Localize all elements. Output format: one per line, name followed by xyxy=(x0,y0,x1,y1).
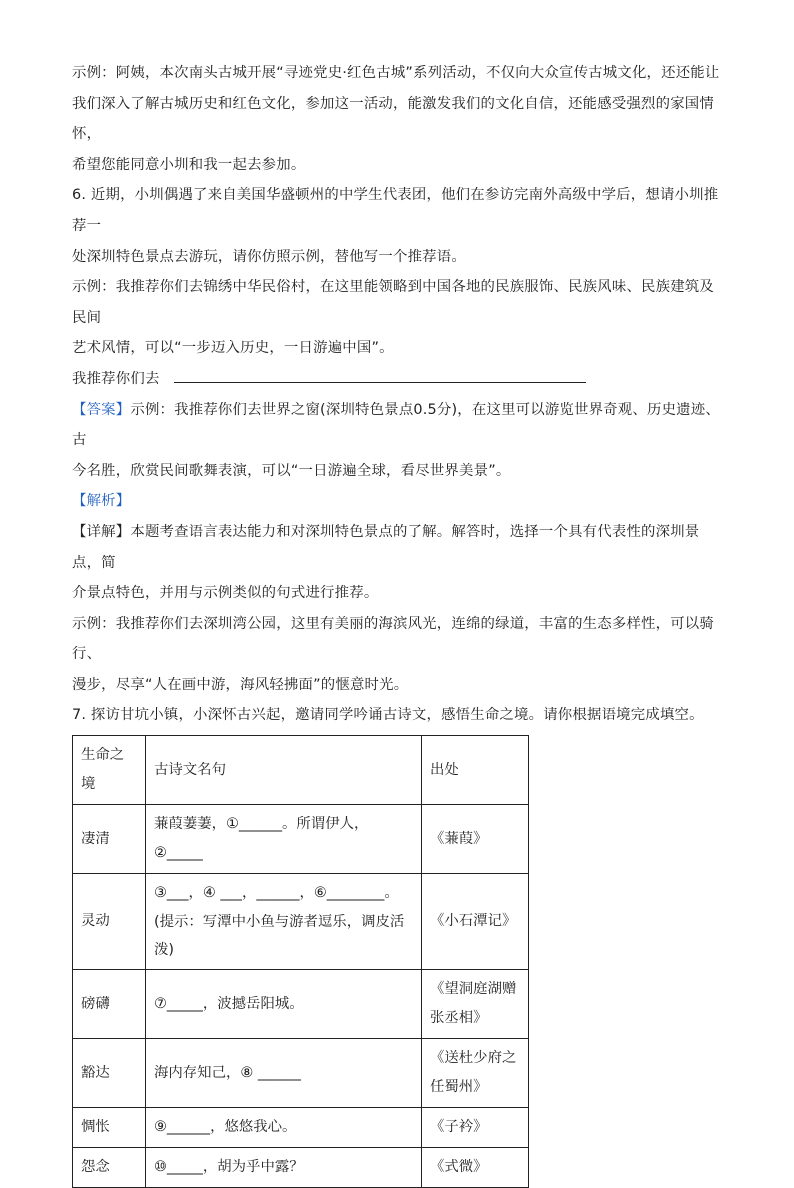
answer-line-2: 今名胜，欣赏民间歌舞表演，可以“一日游遍全球，看尽世界美景”。 xyxy=(72,462,511,479)
verse-text: ③___，④ ___，______，⑥________。 xyxy=(154,885,399,902)
q6-answer-prompt xyxy=(72,364,728,395)
source-cell: 《式微》 xyxy=(422,1148,529,1188)
intro-line-3: 希望您能同意小圳和我一起去参加。 xyxy=(72,156,306,173)
source-cell: 《送杜少府之任蜀州》 xyxy=(422,1039,529,1108)
q6-example-2: 艺术风情，可以“一步迈入历史，一日游遍中国”。 xyxy=(72,340,394,357)
analysis-tag: 【解析】 xyxy=(72,493,131,510)
document-page xyxy=(72,58,728,1188)
q6-example-1: 示例：我推荐你们去锦绣中华民俗村，在这里能领略到中国各地的民族服饰、民族风味、民族建筑及民间 xyxy=(72,279,714,326)
table-row xyxy=(73,805,529,874)
detail-example-1: 示例：我推荐你们去深圳湾公园，这里有美丽的海滨风光，连绵的绿道，丰富的生态多样性，可以骑行、 xyxy=(72,615,714,663)
realm-cell: 豁达 xyxy=(73,1039,146,1108)
detail-line-1: 【详解】本题考查语言表达能力和对深圳特色景点的了解。解答时，选择一个具有代表性的深圳景点，简 xyxy=(72,523,700,571)
source-cell: 《子衿》 xyxy=(422,1108,529,1148)
header-verse: 古诗文名句 xyxy=(146,736,422,805)
intro-line-1: 示例：阿姨，本次南头古城开展“寻迹党史·红色古城”系列活动，不仅向大众宣传古城文化，还还能让 xyxy=(72,65,720,81)
source-cell: 《蒹葭》 xyxy=(422,805,529,874)
table-row xyxy=(73,970,529,1039)
header-source: 出处 xyxy=(422,736,529,805)
realm-cell: 惆怅 xyxy=(73,1108,146,1148)
answer-tag: 【答案】 xyxy=(72,401,131,418)
poetry-table xyxy=(72,735,529,1188)
verse-hint: (提示：写潭中小鱼与游者逗乐，调皮活泼) xyxy=(154,914,405,959)
source-cell: 《小石潭记》 xyxy=(422,874,529,970)
source-cell: 《望洞庭湖赠张丞相》 xyxy=(422,970,529,1039)
answer-fill-line xyxy=(174,368,586,383)
table-row xyxy=(73,1039,529,1108)
q7-title: 7. 探访甘坑小镇，小深怀古兴起，邀请同学吟诵古诗文，感悟生命之境。请你根据语境完成填空。 xyxy=(72,707,704,724)
verse-cell: 蒹葭萋萋，①______。所谓伊人，②_____ xyxy=(146,805,422,874)
intro-line-2: 我们深入了解古城历史和红色文化，参加这一活动，能激发我们的文化自信，还能感受强烈的家国情怀， xyxy=(72,95,714,143)
answer-text-1: 示例：我推荐你们去世界之窗(深圳特色景点0.5分)，在这里可以游览世界奇观、历史遗迹、古 xyxy=(72,401,720,449)
verse-cell: ⑩_____，胡为乎中露？ xyxy=(146,1148,422,1188)
verse-cell: ⑨______，悠悠我心。 xyxy=(146,1108,422,1148)
detail-line-2: 介景点特色，并用与示例类似的句式进行推荐。 xyxy=(72,585,379,602)
header-realm: 生命之境 xyxy=(73,736,146,805)
q6-line-1: 6. 近期，小圳偶遇了来自美国华盛顿州的中学生代表团，他们在参访完南外高级中学后，想请小圳推荐一 xyxy=(72,187,719,234)
realm-cell: 磅礴 xyxy=(73,970,146,1039)
realm-cell: 灵动 xyxy=(73,874,146,970)
realm-cell: 怨念 xyxy=(73,1148,146,1188)
table-header-row xyxy=(73,736,529,805)
table-row xyxy=(73,874,529,970)
table-row xyxy=(73,1148,529,1188)
verse-cell: ⑦_____，波撼岳阳城。 xyxy=(146,970,422,1039)
verse-cell xyxy=(146,874,422,970)
answer-line-1 xyxy=(72,395,728,456)
verse-cell: 海内存知己，⑧ ______ xyxy=(146,1039,422,1108)
prompt-text: 我推荐你们去 xyxy=(72,370,160,387)
table-row xyxy=(73,1108,529,1148)
realm-cell: 凄清 xyxy=(73,805,146,874)
detail-example-2: 漫步，尽享“人在画中游，海风轻拂面”的惬意时光。 xyxy=(72,676,409,693)
q6-line-2: 处深圳特色景点去游玩，请你仿照示例，替他写一个推荐语。 xyxy=(72,248,466,265)
